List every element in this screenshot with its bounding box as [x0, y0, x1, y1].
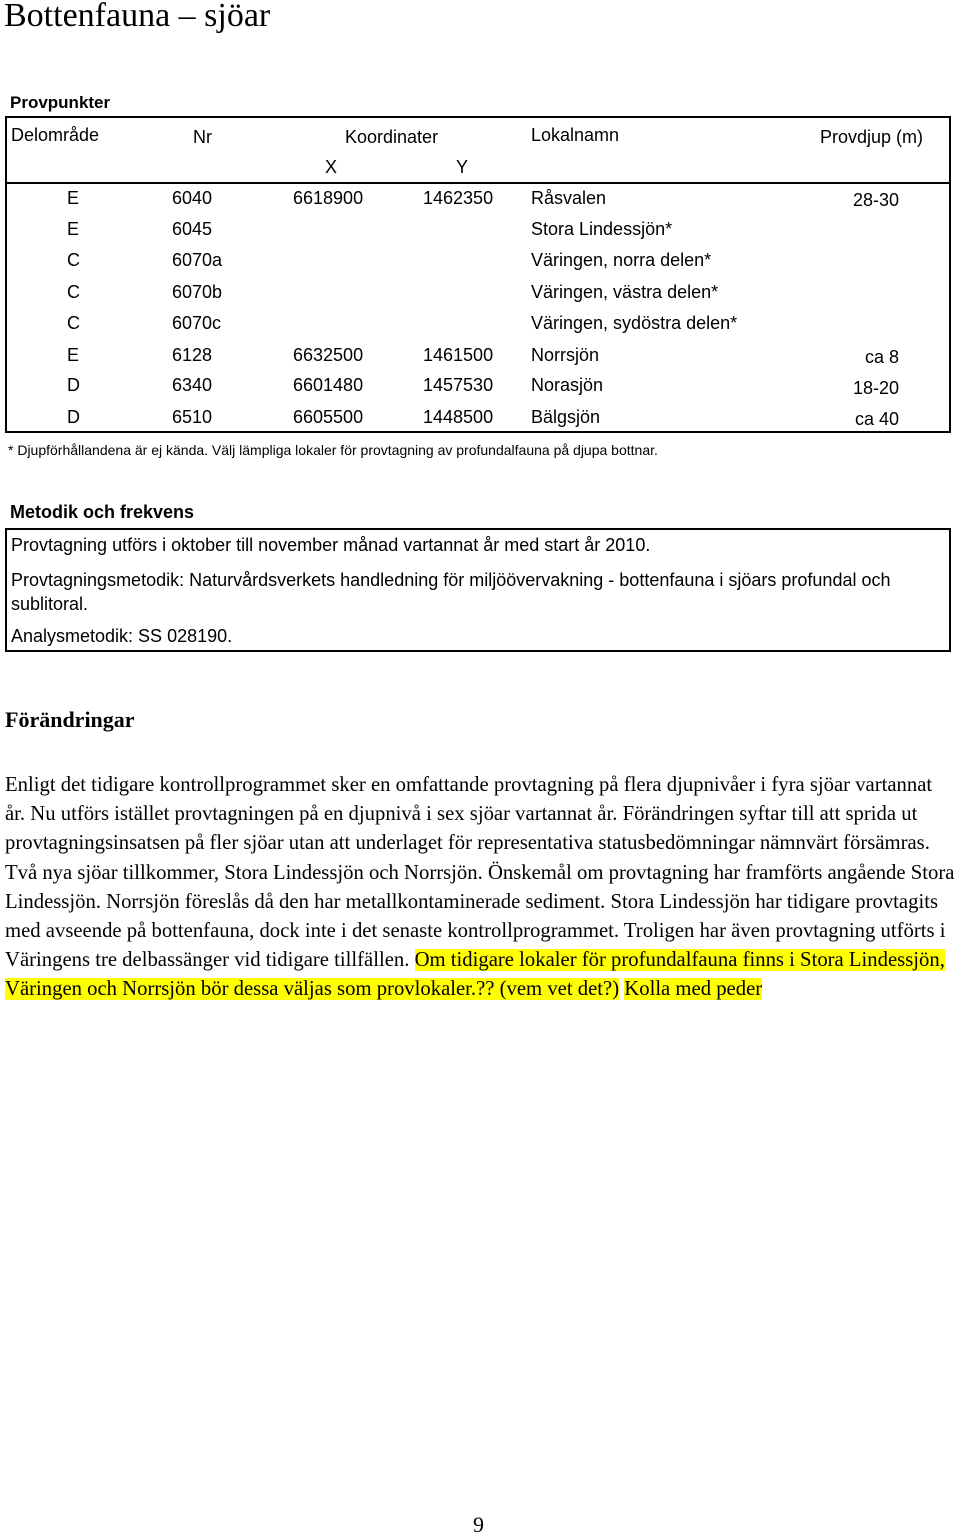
cell-y: 1462350 — [423, 188, 494, 208]
cell-lokalnamn: Stora Lindessjön* — [531, 219, 673, 239]
cell-delomrade: C — [67, 282, 80, 302]
page-title: Bottenfauna – sjöar — [4, 0, 271, 34]
cell-y: 1461500 — [423, 345, 494, 365]
cell-delomrade: C — [67, 250, 80, 270]
cell-nr: 6045 — [172, 219, 213, 239]
header-x: X — [325, 157, 338, 177]
cell-delomrade: E — [67, 219, 80, 239]
cell-nr: 6040 — [172, 188, 213, 208]
cell-nr: 6070a — [172, 250, 223, 270]
cell-x: 6605500 — [293, 407, 364, 427]
cell-nr: 6070c — [172, 313, 222, 333]
metodik-provtagning-text: Provtagningsmetodik: Naturvårdsverkets handledning för miljöövervakning - bottenfauna i sjöars profundal och sublitoral. — [11, 570, 891, 614]
cell-lokalnamn: Råsvalen — [531, 188, 607, 208]
cell-y: 1448500 — [423, 407, 494, 427]
metodik-frekvens-text: Provtagning utförs i oktober till november månad vartannat år med start år 2010. — [11, 535, 651, 555]
cell-delomrade: C — [67, 313, 80, 333]
section-heading-provpunkter: Provpunkter — [10, 93, 111, 112]
cell-delomrade: D — [67, 407, 80, 427]
cell-provdjup: 18-20 — [852, 378, 899, 398]
header-koordinater: Koordinater — [345, 127, 439, 147]
table-footnote: * Djupförhållandena är ej kända. Välj lämpliga lokaler för provtagning av profundalfauna på djupa bottnar. — [8, 442, 658, 458]
cell-lokalnamn: Bälgsjön — [531, 407, 601, 427]
cell-provdjup: 28-30 — [852, 190, 899, 210]
forandringar-paragraph — [5, 771, 955, 1005]
cell-lokalnamn: Norasjön — [531, 375, 604, 395]
header-delomrade: Delområde — [11, 125, 100, 145]
highlighted-text: Om tidigare lokaler för profundalfauna finns i Stora Lindessjön, Väringen och Norrsjön bör dessa väljas som provlokaler.?? (vem vet det?) — [5, 949, 945, 1001]
section-heading-metodik: Metodik och frekvens — [10, 502, 195, 522]
cell-lokalnamn: Väringen, norra delen* — [531, 250, 712, 270]
cell-delomrade: D — [67, 375, 80, 395]
cell-lokalnamn: Väringen, västra delen* — [531, 282, 719, 302]
cell-provdjup: ca 40 — [854, 409, 899, 429]
header-provdjup: Provdjup (m) — [820, 127, 924, 147]
cell-nr: 6070b — [172, 282, 223, 302]
cell-x: 6618900 — [293, 188, 364, 208]
header-lokalnamn: Lokalnamn — [531, 125, 620, 145]
paragraph-text: Enligt det tidigare kontrollprogrammet sker en omfattande provtagning på flera djupnivåer i fyra sjöar vartannat år. Nu utförs istället provtagningen på en djupnivå i sex sjöar vartannat år. Förändringen syftar till att sprida ut provtagningsinsatsen på fler sjöar utan att underlaget för representativa statusbedömningar nämnvärt försämras. Två nya sjöar tillkommer, Stora Lindessjön och Norrsjön. Önskemål om provtagning har framförts angående Stora Lindessjön. Norrsjön föreslås då den har metallkontaminerade sediment. Stora Lindessjön har tidigare provtagits med avseende på bottenfauna, dock inte i det senaste kontrollprogrammet. Troligen har även provtagning utförts i Väringens tre delbassänger vid tidigare tillfällen. — [5, 774, 955, 972]
metodik-box — [5, 528, 951, 652]
header-nr: Nr — [193, 127, 212, 147]
cell-delomrade: E — [67, 188, 80, 208]
section-heading-forandringar: Förändringar — [5, 707, 135, 732]
cell-nr: 6128 — [172, 345, 213, 365]
page-number: 9 — [473, 1512, 484, 1537]
cell-lokalnamn: Väringen, sydöstra delen* — [531, 313, 738, 333]
cell-nr: 6340 — [172, 375, 213, 395]
cell-y: 1457530 — [423, 375, 494, 395]
cell-nr: 6510 — [172, 407, 213, 427]
cell-x: 6601480 — [293, 375, 364, 395]
cell-delomrade: E — [67, 345, 80, 365]
cell-x: 6632500 — [293, 345, 364, 365]
header-y: Y — [456, 157, 469, 177]
cell-provdjup: ca 8 — [864, 347, 899, 367]
cell-lokalnamn: Norrsjön — [531, 345, 600, 365]
header-divider — [7, 182, 949, 184]
provpunkter-table — [5, 116, 951, 433]
metodik-analys-text: Analysmetodik: SS 028190. — [11, 626, 233, 646]
highlighted-note: Kolla med peder — [624, 978, 763, 1001]
